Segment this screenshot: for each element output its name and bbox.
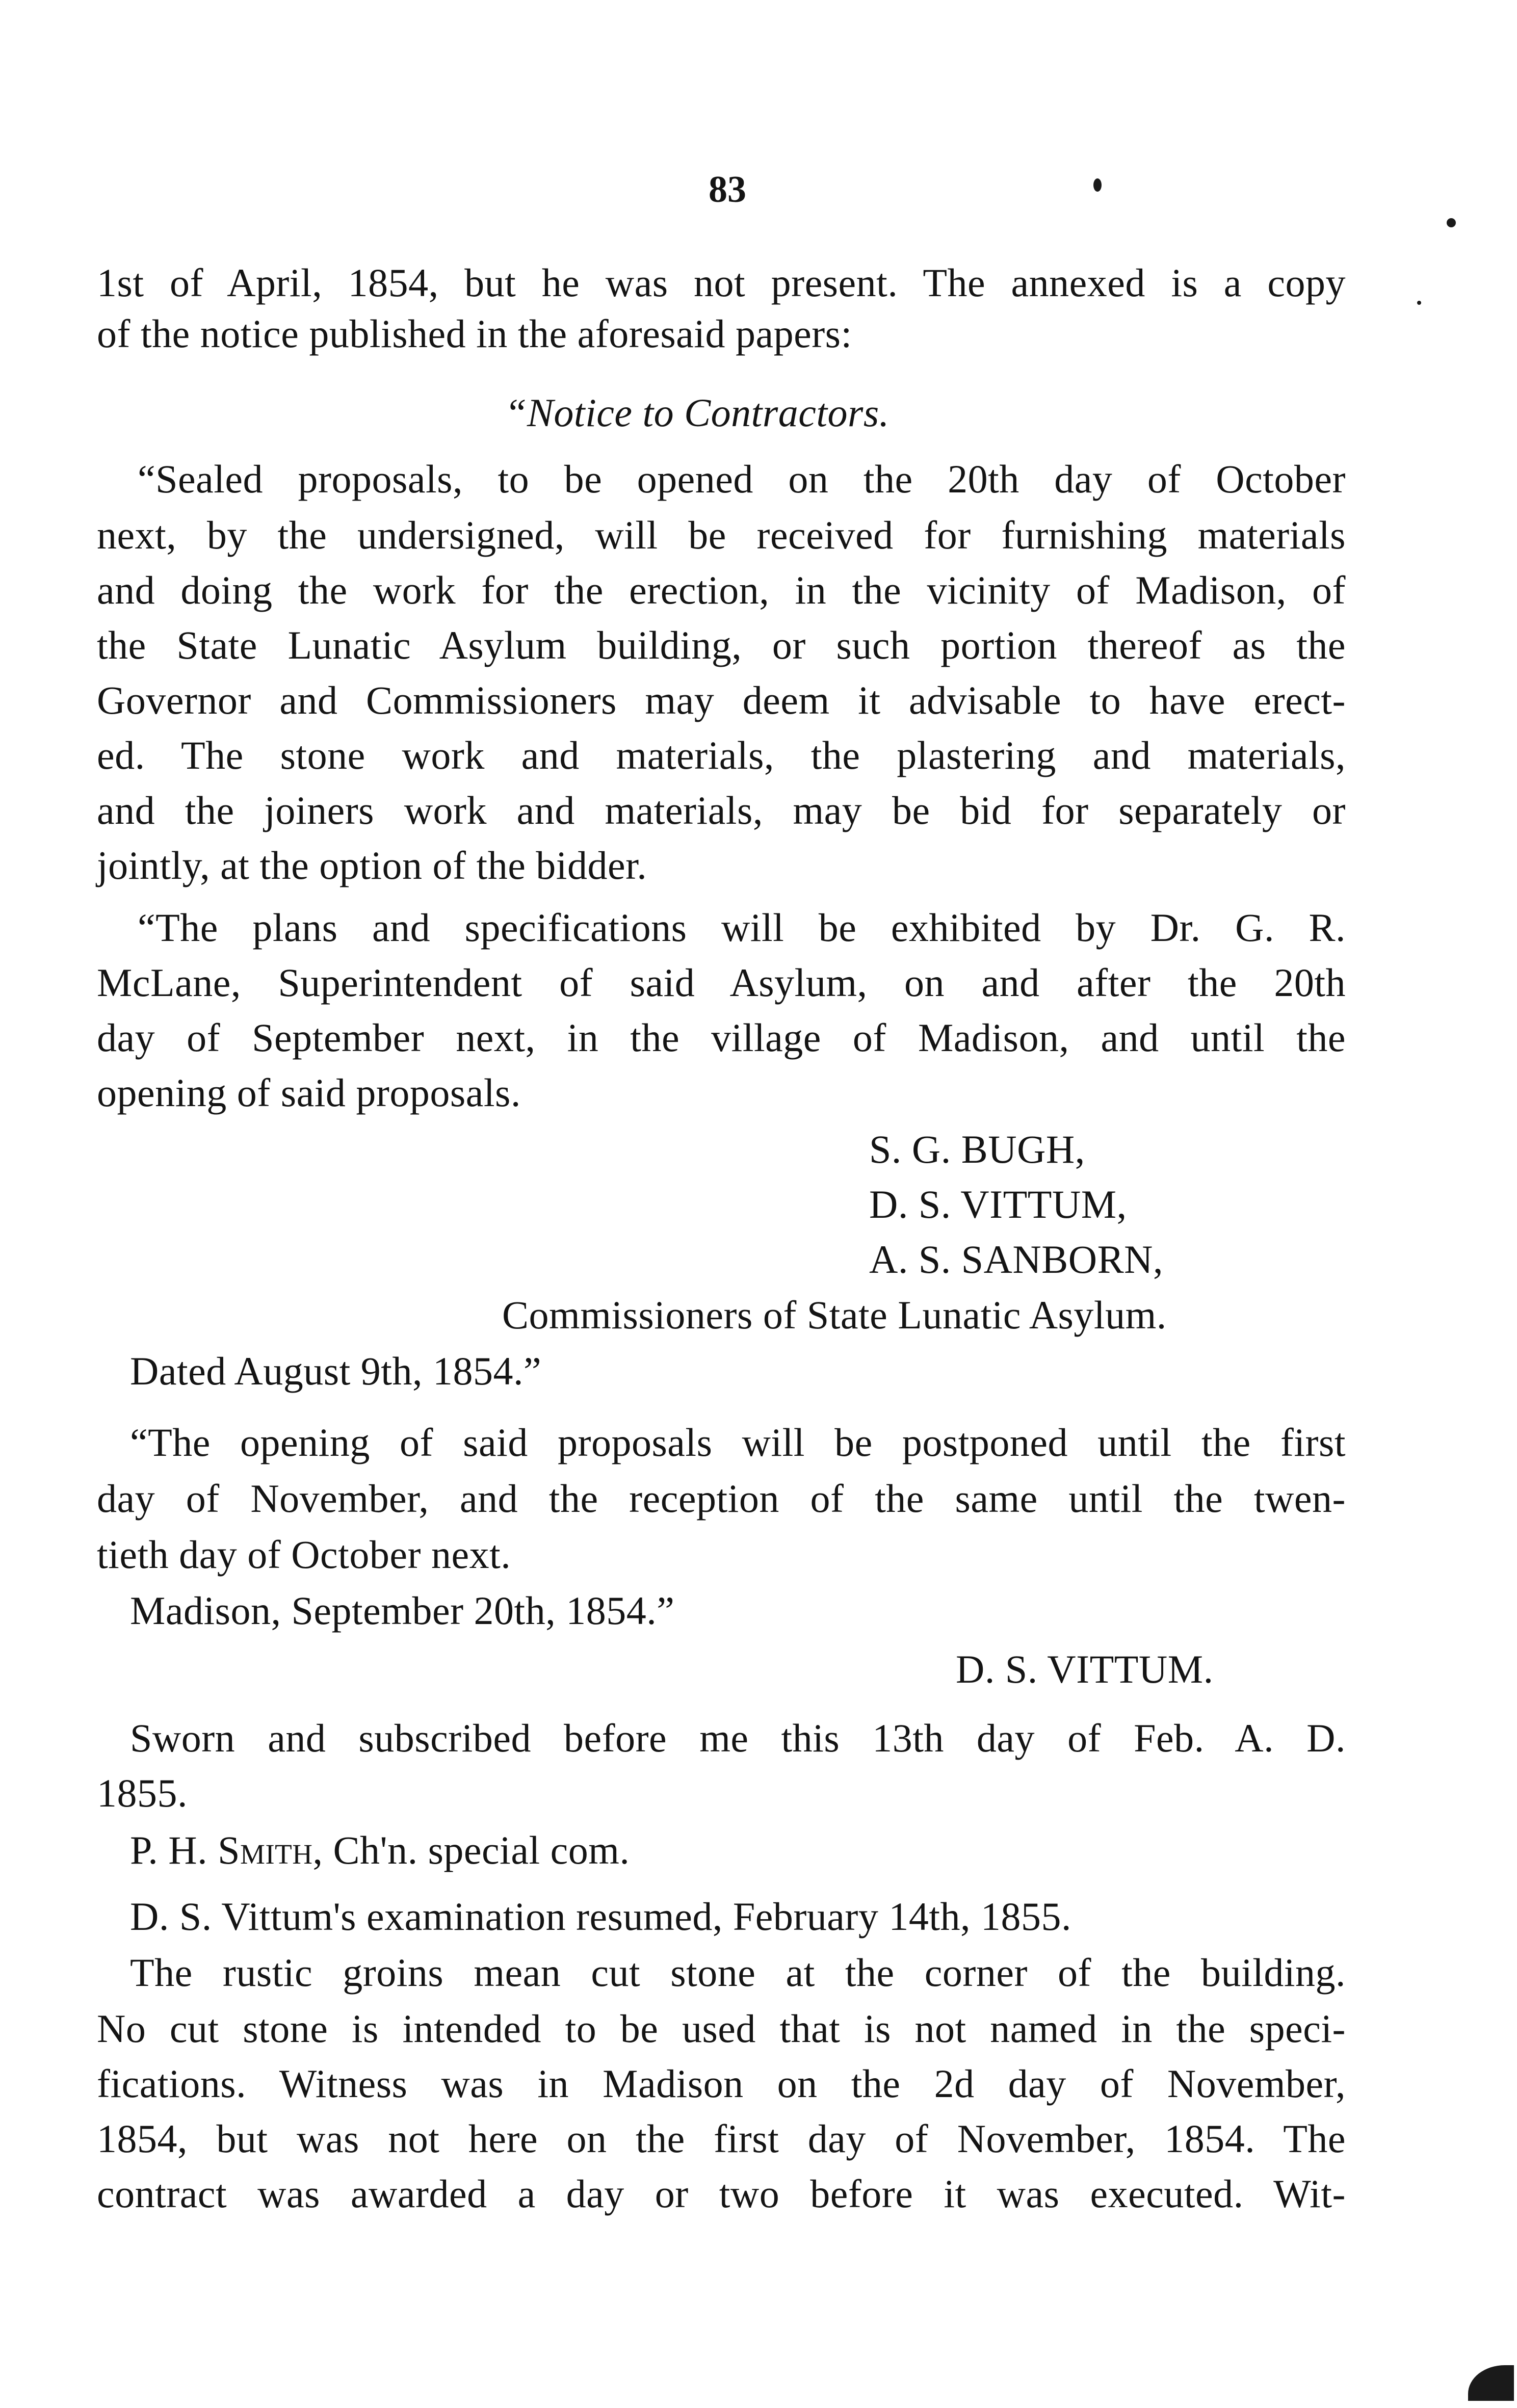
date-line: Dated August 9th, 1854.” — [130, 1349, 542, 1393]
notice-heading: “Notice to Contractors. — [505, 390, 890, 435]
signature-line: S. G. BUGH, — [869, 1127, 1085, 1171]
text-line: McLane, Superintendent of said Asylum, on and after the 20th — [97, 960, 1346, 1005]
text-line: tieth day of October next. — [97, 1532, 511, 1577]
text-line: and the joiners work and materials, may be bid for separately or — [97, 788, 1346, 832]
text-line: No cut stone is intended to be used that is not named in the speci- — [97, 2006, 1346, 2051]
text-line: contract was awarded a day or two before it was executed. Wit- — [97, 2171, 1346, 2216]
signature-line: D. S. VITTUM. — [956, 1647, 1214, 1691]
attestation-name: Smith — [218, 1828, 313, 1872]
text-line: “Sealed proposals, to be opened on the 20th day of October — [138, 457, 1346, 501]
ink-speck — [1093, 178, 1102, 192]
attestation-role: , Ch'n. special com. — [312, 1828, 630, 1872]
text-line: day of November, and the reception of the same until the twen- — [97, 1476, 1346, 1521]
signature-title: Commissioners of State Lunatic Asylum. — [502, 1293, 1167, 1337]
text-line: Governor and Commissioners may deem it advisable to have erect- — [97, 678, 1346, 722]
text-line: ed. The stone work and materials, the plastering and materials, — [97, 733, 1346, 777]
text-line: day of September next, in the village of Madison, and until the — [97, 1015, 1346, 1060]
text-line: “The plans and specifications will be exhibited by Dr. G. R. — [138, 905, 1346, 950]
text-line: 1st of April, 1854, but he was not present. The annexed is a copy — [97, 260, 1346, 305]
attestation-line — [130, 1825, 630, 1876]
text-line: “The opening of said proposals will be postponed until the first — [130, 1420, 1346, 1464]
text-line: jointly, at the option of the bidder. — [97, 843, 647, 887]
text-line: of the notice published in the aforesaid papers: — [97, 311, 852, 356]
signature-line: A. S. SANBORN, — [869, 1237, 1163, 1281]
signature-line: D. S. VITTUM, — [869, 1182, 1127, 1226]
text-line: fications. Witness was in Madison on the 2d day of November, — [97, 2061, 1346, 2106]
attestation-initials: P. H. — [130, 1828, 218, 1872]
section-line: D. S. Vittum's examination resumed, February 14th, 1855. — [130, 1894, 1072, 1939]
text-line: Sworn and subscribed before me this 13th day of Feb. A. D. — [130, 1716, 1346, 1760]
ink-speck — [1447, 218, 1456, 227]
ink-speck — [1468, 2365, 1514, 2401]
text-line: 1854, but was not here on the first day of November, 1854. The — [97, 2116, 1346, 2161]
text-line: The rustic groins mean cut stone at the corner of the building. — [130, 1950, 1346, 1995]
text-line: opening of said proposals. — [97, 1070, 521, 1115]
text-line: the State Lunatic Asylum building, or such portion thereof as the — [97, 623, 1346, 667]
page-number: 83 — [709, 169, 746, 211]
ink-speck — [1417, 301, 1421, 305]
date-line: Madison, September 20th, 1854.” — [130, 1588, 675, 1633]
text-line: and doing the work for the erection, in the vicinity of Madison, of — [97, 568, 1346, 612]
text-line: 1855. — [97, 1771, 188, 1815]
text-line: next, by the undersigned, will be received for furnishing materials — [97, 513, 1346, 557]
